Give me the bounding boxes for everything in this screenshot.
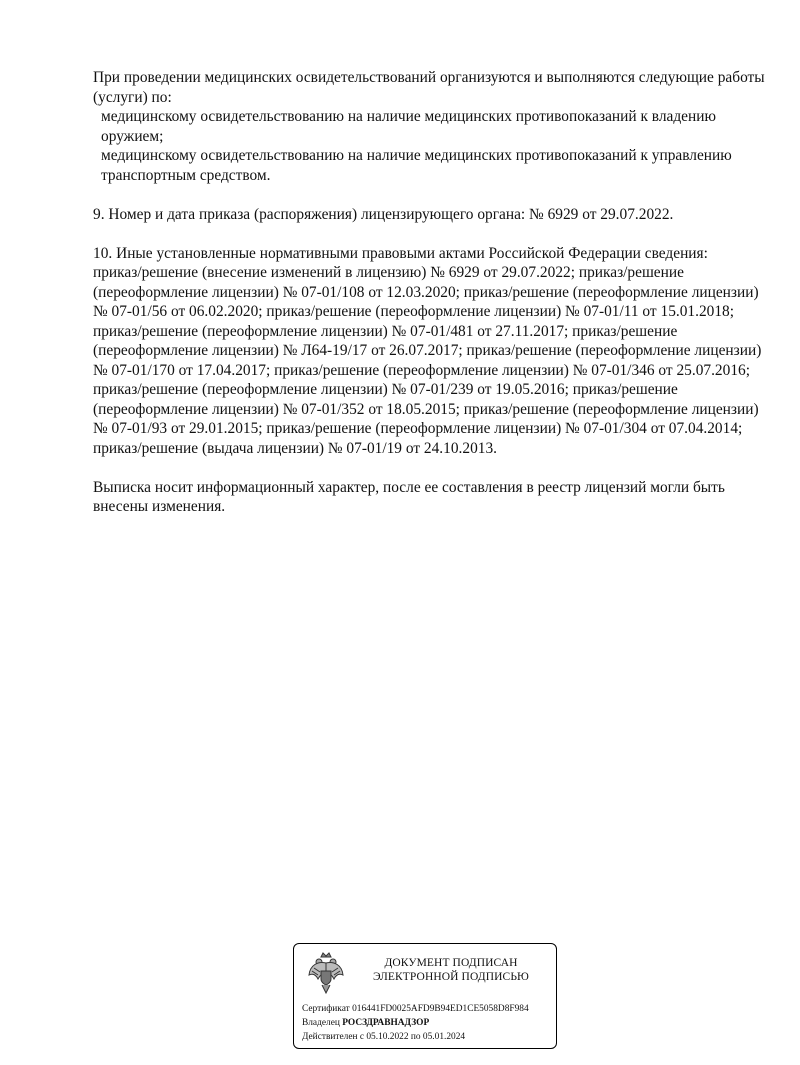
stamp-title-line-1: ДОКУМЕНТ ПОДПИСАН xyxy=(384,957,518,969)
electronic-signature-stamp xyxy=(293,943,557,1049)
item-10-orders-list: приказ/решение (внесение изменений в лицензию) № 6929 от 29.07.2022; приказ/решение (переоформление лицензии) № 07-01/108 от 12.03.2020; приказ/решение (переоформление лицензии) № 07-01/56 от 06.02.2020; приказ/решение (переоформление лицензии) № 07-01/11 от 15.01.2018; приказ/решение (переоформление лицензии) № 07-01/481 от 27.11.2017; приказ/решение (переоформление лицензии) № Л64-19/17 от 26.07.2017; приказ/решение (переоформление лицензии) № 07-01/170 от 17.04.2017; приказ/решение (переоформление лицензии) № 07-01/346 от 25.07.2016; приказ/решение (переоформление лицензии) № 07-01/239 от 19.05.2016; приказ/решение (переоформление лицензии) № 07-01/352 от 18.05.2015; приказ/решение (переоформление лицензии) № 07-01/93 от 29.01.2015; приказ/решение (переоформление лицензии) № 07-01/304 от 07.04.2014; приказ/решение (выдача лицензии) № 07-01/19 от 24.10.2013. xyxy=(93,264,762,457)
document-body xyxy=(93,68,768,517)
service-item-transport: медицинскому освидетельствованию на наличие медицинских противопоказаний к управлению транспортным средством. xyxy=(101,147,732,184)
stamp-title xyxy=(356,956,546,984)
stamp-title-line-2: ЭЛЕКТРОННОЙ ПОДПИСЬЮ xyxy=(373,971,529,983)
service-item-weapons: медицинскому освидетельствованию на наличие медицинских противопоказаний к владению оружием; xyxy=(101,108,716,145)
validity-row: Действителен с 05.10.2022 по 05.01.2024 xyxy=(302,1032,466,1042)
item-10-title: 10. Иные установленные нормативными правовыми актами Российской Федерации сведения: xyxy=(93,244,708,262)
certificate-row xyxy=(302,1004,529,1015)
services-intro: При проведении медицинских освидетельствований организуются и выполняются следующие работы (услуги) по: xyxy=(93,69,765,106)
owner-label: Владелец xyxy=(302,1018,340,1028)
certificate-value: 016441FD0025AFD9B94ED1CE5058D8F984 xyxy=(352,1004,529,1014)
owner-row xyxy=(302,1018,429,1029)
coat-of-arms-icon xyxy=(306,951,346,995)
disclaimer-text: Выписка носит информационный характер, после ее составления в реестр лицензий могли быть внесены изменения. xyxy=(93,478,725,515)
item-9-order-number: 9. Номер и дата приказа (распоряжения) лицензирующего органа: № 6929 от 29.07.2022. xyxy=(93,205,674,223)
certificate-label: Сертификат xyxy=(302,1004,350,1014)
owner-value: РОСЗДРАВНАДЗОР xyxy=(342,1018,430,1028)
